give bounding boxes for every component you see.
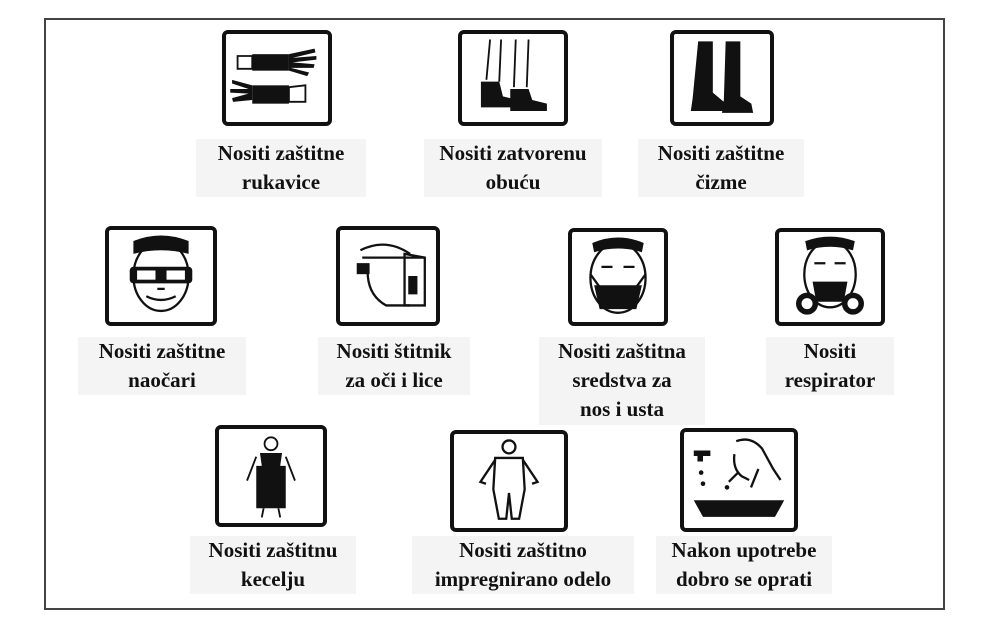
- footwear-caption: Nositi zatvorenu obuću: [424, 139, 602, 197]
- footwear-icon: [458, 30, 568, 126]
- apron-icon: [215, 425, 327, 527]
- suit-icon: [450, 430, 568, 532]
- mask-icon: [568, 228, 668, 326]
- suit-caption: Nositi zaštitno impregnirano odelo: [412, 536, 634, 594]
- respirator-caption: Nositi respirator: [766, 337, 894, 395]
- wash-caption: Nakon upotrebe dobro se oprati: [656, 536, 832, 594]
- faceshield-icon: [336, 226, 440, 326]
- goggles-caption: Nositi zaštitne naočari: [78, 337, 246, 395]
- gloves-icon: [222, 30, 332, 126]
- boots-caption: Nositi zaštitne čizme: [638, 139, 804, 197]
- goggles-icon: [105, 226, 217, 326]
- apron-caption: Nositi zaštitnu kecelju: [190, 536, 356, 594]
- boots-icon: [670, 30, 774, 126]
- mask-caption: Nositi zaštitna sredstva za nos i usta: [539, 337, 705, 425]
- wash-icon: [680, 428, 798, 532]
- faceshield-caption: Nositi štitnik za oči i lice: [318, 337, 470, 395]
- gloves-caption: Nositi zaštitne rukavice: [196, 139, 366, 197]
- respirator-icon: [775, 228, 885, 326]
